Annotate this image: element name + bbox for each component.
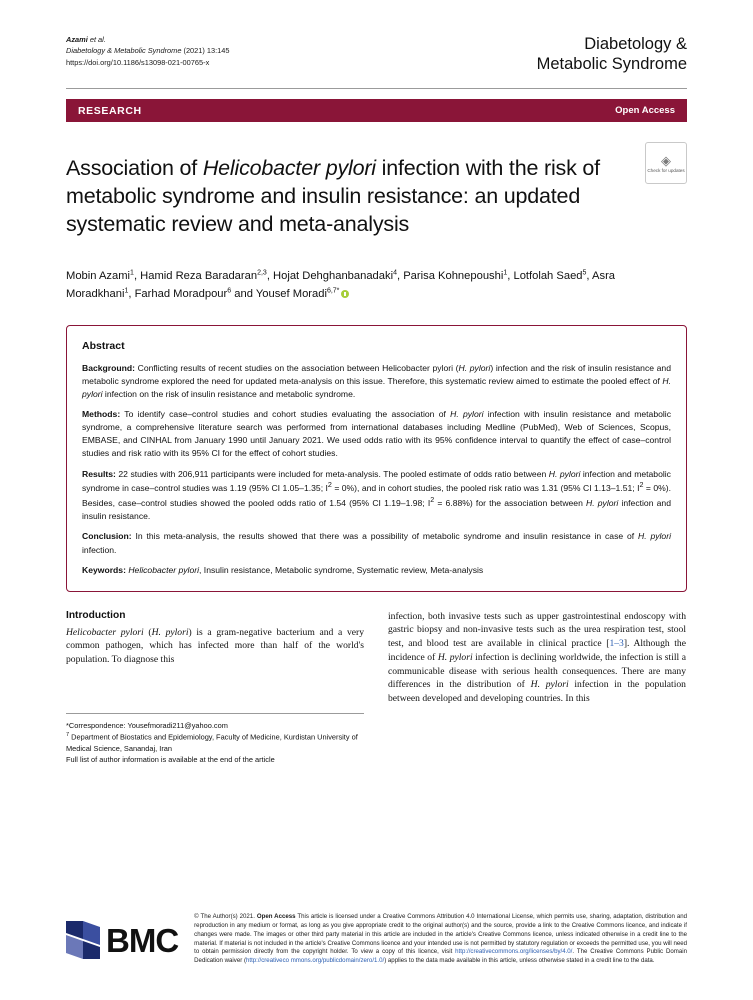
- title-part-1: Association of: [66, 155, 203, 180]
- reference-link-1-3[interactable]: 1–3: [609, 638, 624, 650]
- open-access-label: Open Access: [615, 105, 675, 117]
- body-columns: [66, 610, 687, 765]
- title-italic-species: Helicobacter pylori: [202, 155, 376, 180]
- citation-volume: (2021) 13:145: [181, 46, 230, 56]
- crossmark-label: Check for updates: [647, 167, 685, 173]
- journal-masthead: [537, 34, 687, 74]
- column-left: [66, 610, 364, 765]
- abstract-results: [82, 468, 671, 524]
- copyright-text: © The Author(s) 2021.: [194, 913, 257, 921]
- correspondence-email[interactable]: Yousefmoradi211@yahoo.com: [125, 720, 228, 730]
- page-title: [66, 155, 639, 239]
- intro-paragraph-left: Helicobacter pylori (H. pylori) is a gram-negative bacterium and a very common pathogen, which has infected more than half of the world's population. To diagnose this: [66, 626, 364, 666]
- citation-first-author: Azami: [66, 35, 88, 44]
- abstract-conclusion: [82, 530, 671, 556]
- correspondence-label: *Correspondence:: [66, 720, 126, 730]
- citation-journal-line: [66, 45, 230, 56]
- citation-etal: et al.: [87, 35, 106, 44]
- crossmark-icon: ◈: [661, 152, 671, 168]
- header-divider: [66, 88, 687, 89]
- author-names: Mobin Azami$^1$, Hamid Reza Baradaran$^{2,3}$, Hojat Dehghanbanadaki$^4$, Parisa Kohnepoushi$^1$, Lotfolah Saed$^5$, Asra Moradkhani$^1$, Farhad Moradpour$^6$ and Yousef Moradi$^{6,7*}$: [66, 269, 616, 300]
- correspondence-line-2: $^7$ Department of Biostatics and Epidemiology, Faculty of Medicine, Kurdistan University of Medical Science, Sanandaj, Iran: [66, 731, 358, 753]
- abstract-box: [66, 325, 687, 592]
- journal-title-line2: Metabolic Syndrome: [536, 55, 687, 74]
- article-type-banner: [66, 99, 687, 122]
- abstract-heading: Abstract: [82, 340, 125, 353]
- license-body: This article is licensed under a Creative Commons Attribution 4.0 International License, which permits use, sharing, adaptation, distribution and reproduction in any medium or format, as long as you give appropriate credit to the original author(s) and the source, provide a link to the Creative Commons licence, and indicate if changes were made. The images or other third party material in this article are included in the article's Creative Commons licence, unless indicated otherwise in a credit line to the material. If material is not included in the article's Creative Commons licence and your intended use is not permitted by statutory regulation or exceeds the permitted use, you will need to obtain permission directly from the copyright holder. To view a copy of this licence, visit: [194, 913, 687, 956]
- journal-title-line1: Diabetology &: [584, 35, 687, 53]
- bmc-logo: [66, 919, 178, 961]
- abstract-background-label: Background:: [82, 363, 135, 374]
- abstract-keywords: [82, 564, 671, 577]
- license-body-3: ) applies to the data made available in this article, unless otherwise stated in a credit line to the data.: [384, 957, 655, 965]
- citation-journal: Diabetology & Metabolic Syndrome: [66, 46, 182, 56]
- waiver-url[interactable]: http://creativeco mmons.org/publicdomain/zero/1.0/: [245, 957, 385, 965]
- abstract-background-text: Conflicting results of recent studies on the association between Helicobacter pylori (H. pylori) infection and the risk of insulin resistance and metabolic syndrome explored the need for updated meta-analysis on this issue. Therefore, this systematic review aimed to estimate the pooled effect of H. pylori infection on the risk of insulin resistance and metabolic syndrome.: [82, 363, 671, 400]
- abstract-keywords-text: Helicobacter pylori, Insulin resistance, Metabolic syndrome, Systematic review, Meta-analysis: [128, 564, 484, 575]
- abstract-conclusion-label: Conclusion:: [82, 531, 132, 542]
- correspondence-note: [66, 713, 364, 765]
- abstract-background: [82, 362, 671, 401]
- abstract-methods-text: To identify case–control studies and cohort studies evaluating the association of H. pylori infection with insulin resistance and metabolic syndrome, a comprehensive literature search was performed from international databases including Medline (PubMed), Web of Sciences, Scopus, EMBASE, and CINHAL from January 1990 until January 2021. We used odds ratio with its 95% confidence interval to quantify the effect of case–control studies and risk ratio with its 95% CI for the effect of cohort studies.: [82, 409, 671, 459]
- page-footer: [66, 913, 687, 966]
- citation-authors: [66, 34, 230, 45]
- citation-doi[interactable]: https://doi.org/10.1186/s13098-021-00765-x: [66, 57, 210, 67]
- citation-block: [66, 34, 230, 68]
- license-body-2: . The Creative Commons Public Domain Dedication waiver (: [194, 948, 688, 965]
- author-list: [66, 267, 681, 303]
- abstract-results-text: 22 studies with 206,911 participants were included for meta-analysis. The pooled estimate of odds ratio between H. pylori infection and metabolic syndrome in case–control studies was 1.19 (95% CI 1.05–1.35; $I^2 = 0\%$), and in cohort studies, the pooled risk ratio was 1.31 (95% CI 1.13–1.51; $I^2 = 0\%$). Besides, case–control studies showed the pooled odds ratio of 1.54 (95% CI 1.19–1.98; $I^2 = 6.88\%$) for the association between H. pylori infection and insulin resistance.: [82, 468, 671, 522]
- page-header: [66, 34, 687, 84]
- orcid-icon[interactable]: [341, 290, 349, 298]
- correspondence-line-3: Full list of author information is available at the end of the article: [66, 754, 275, 764]
- license-url[interactable]: http://creativecommons.org/licenses/by/4.0/: [455, 948, 573, 956]
- section-heading-introduction: Introduction: [66, 609, 126, 621]
- correspondence-line-1: [66, 720, 364, 731]
- abstract-keywords-label: Keywords:: [82, 564, 126, 575]
- abstract-methods: [82, 408, 671, 460]
- title-part-2: infection with the risk of metabolic syndrome and insulin resistance: an updated systematic review and meta-analysis: [66, 155, 600, 236]
- intro-paragraph-right: infection, both invasive tests such as upper gastrointestinal endoscopy with gastric biopsy and non-invasive tests such as the urea respiration test, stool test, and blood test are available in clinical practice [1–3]. Although the incidence of H. pylori infection is declining worldwide, the infection is still a communicable disease with serious health consequences. There are many differences in the distribution of H. pylori infection in the population between developed and developing countries. In this: [388, 610, 686, 704]
- bmc-wordmark: BMC: [106, 921, 179, 959]
- article-type-label: RESEARCH: [78, 104, 142, 117]
- bmc-logo-icon: [66, 919, 100, 961]
- column-right: [388, 610, 686, 765]
- license-text: [194, 913, 687, 966]
- abstract-methods-label: Methods:: [82, 409, 121, 420]
- abstract-conclusion-text: In this meta-analysis, the results showed that there was a possibility of metabolic syndrome and insulin resistance in case of H. pylori infection.: [82, 531, 671, 555]
- crossmark-badge[interactable]: [645, 142, 687, 184]
- open-access-bold: Open Access: [256, 913, 296, 921]
- title-row: [66, 140, 687, 253]
- abstract-results-label: Results:: [82, 468, 116, 479]
